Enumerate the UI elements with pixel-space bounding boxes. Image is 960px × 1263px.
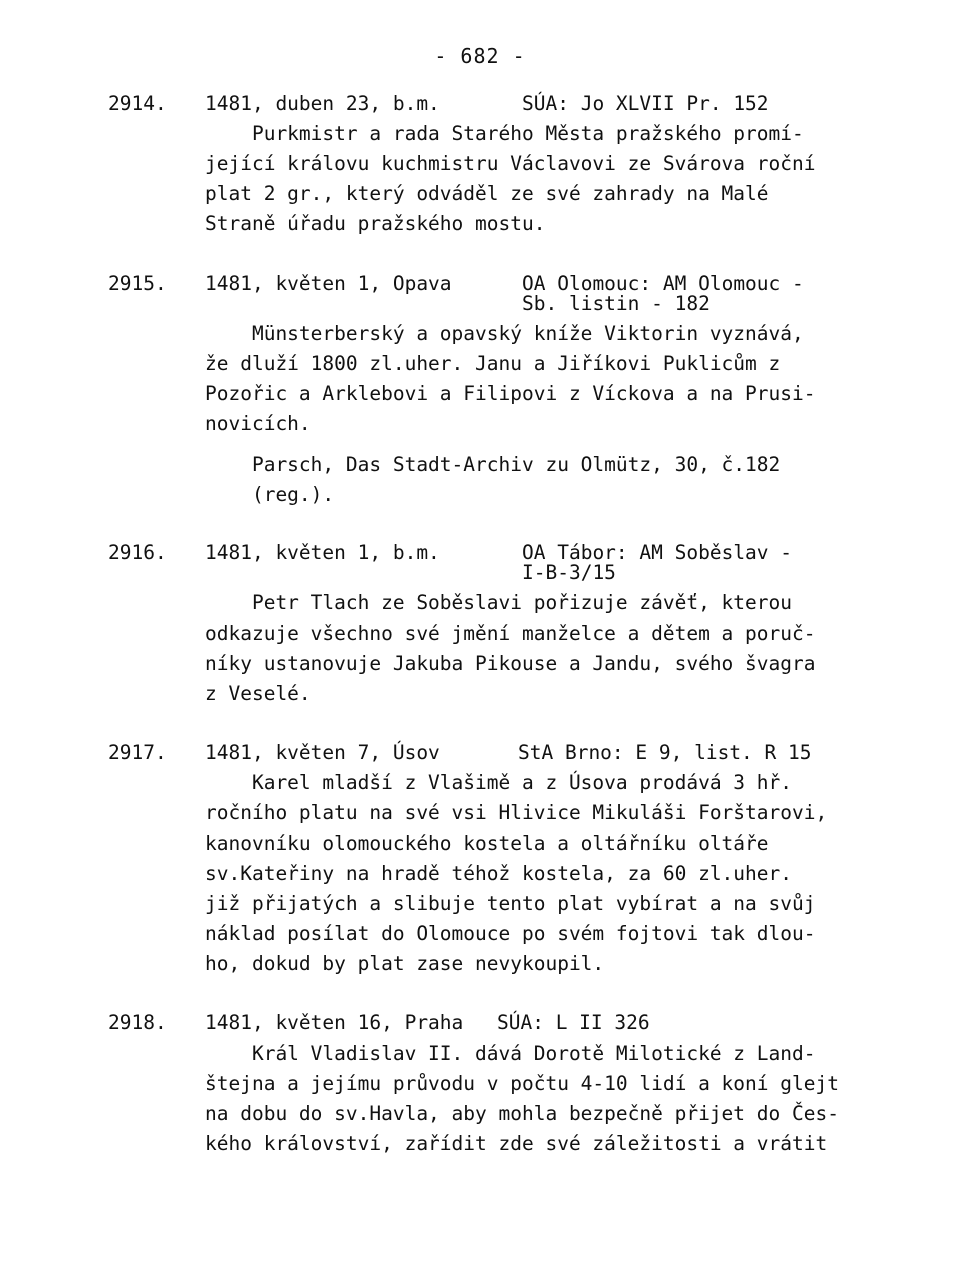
entry-text-line: jející královu kuchmistru Václavovi ze Svárova roční (205, 152, 816, 175)
entry-number: 2916. (108, 541, 167, 564)
entry-text-line: Petr Tlach ze Soběslavi pořizuje závěť, kterou (205, 591, 792, 614)
entry-archive-source: OA Tábor: AM Soběslav - (522, 541, 793, 564)
entry-date-place: 1481, květen 1, b.m. (205, 541, 440, 564)
entry-literature-line: Parsch, Das Stadt-Archiv zu Olmütz, 30, č.182 (205, 453, 781, 476)
entry-date-place: 1481, duben 23, b.m. (205, 92, 440, 115)
entry-date-place: 1481, květen 7, Úsov (205, 741, 440, 764)
entry-text-line: náklad posílat do Olomouce po svém fojtovi tak dlou- (205, 922, 816, 945)
entry-text-line: sv.Kateřiny na hradě téhož kostela, za 60 zl.uher. (205, 862, 792, 885)
entry-number: 2915. (108, 272, 167, 295)
entry-text-line: Münsterberský a opavský kníže Viktorin vyznává, (205, 322, 804, 345)
entry-text-line: ho, dokud by plat zase nevykoupil. (205, 952, 605, 975)
entry-text-line: z Veselé. (205, 682, 311, 705)
entry-text-line: kého království, zařídit zde své záležitosti a vrátit (205, 1132, 828, 1155)
entry-text-line: novicích. (205, 412, 311, 435)
entry-number: 2917. (108, 741, 167, 764)
entry-archive-source: SÚA: Jo XLVII Pr. 152 (522, 92, 769, 115)
entry-archive-source-line2: I-B-3/15 (522, 561, 616, 584)
entry-text-line: plat 2 gr., který odváděl ze své zahrady na Malé (205, 182, 769, 205)
entry-text-line: níky ustanovuje Jakuba Pikouse a Jandu, svého švagra (205, 652, 816, 675)
entry-text-line: již přijatých a slibuje tento plat vybírat a na svůj (205, 892, 816, 915)
entry-archive-source: SÚA: L II 326 (497, 1011, 650, 1034)
entry-text-line: Purkmistr a rada Starého Města pražského promí- (205, 122, 804, 145)
page-number: - 682 - (434, 44, 526, 68)
entry-literature-line: (reg.). (205, 483, 335, 506)
entry-text-line: ročního platu na své vsi Hlivice Mikuláši Forštarovi, (205, 801, 828, 824)
entry-archive-source-line2: Sb. listin - 182 (522, 292, 710, 315)
entry-number: 2914. (108, 92, 167, 115)
entry-text-line: na dobu do sv.Havla, aby mohla bezpečně přijet do Čes- (205, 1102, 839, 1125)
entry-archive-source: StA Brno: E 9, list. R 15 (518, 741, 812, 764)
entry-text-line: odkazuje všechno své jmění manželce a dětem a poruč- (205, 622, 816, 645)
entry-date-place: 1481, květen 16, Praha (205, 1011, 464, 1034)
entry-text-line: Karel mladší z Vlašimě a z Úsova prodává 3 hř. (205, 771, 792, 794)
entry-text-line: Straně úřadu pražského mostu. (205, 212, 546, 235)
entry-number: 2918. (108, 1011, 167, 1034)
entry-date-place: 1481, květen 1, Opava (205, 272, 452, 295)
entry-text-line: štejna a jejímu průvodu v počtu 4-10 lidí a koní glejt (205, 1072, 839, 1095)
entry-archive-source: OA Olomouc: AM Olomouc - (522, 272, 804, 295)
entry-text-line: kanovníku olomouckého kostela a oltářníku oltáře (205, 832, 769, 855)
entry-text-line: že dluží 1800 zl.uher. Janu a Jiříkovi Puklicům z (205, 352, 781, 375)
entry-text-line: Král Vladislav II. dává Dorotě Milotické z Land- (205, 1042, 816, 1065)
entry-text-line: Pozořic a Arklebovi a Filipovi z Víckova a na Prusi- (205, 382, 816, 405)
